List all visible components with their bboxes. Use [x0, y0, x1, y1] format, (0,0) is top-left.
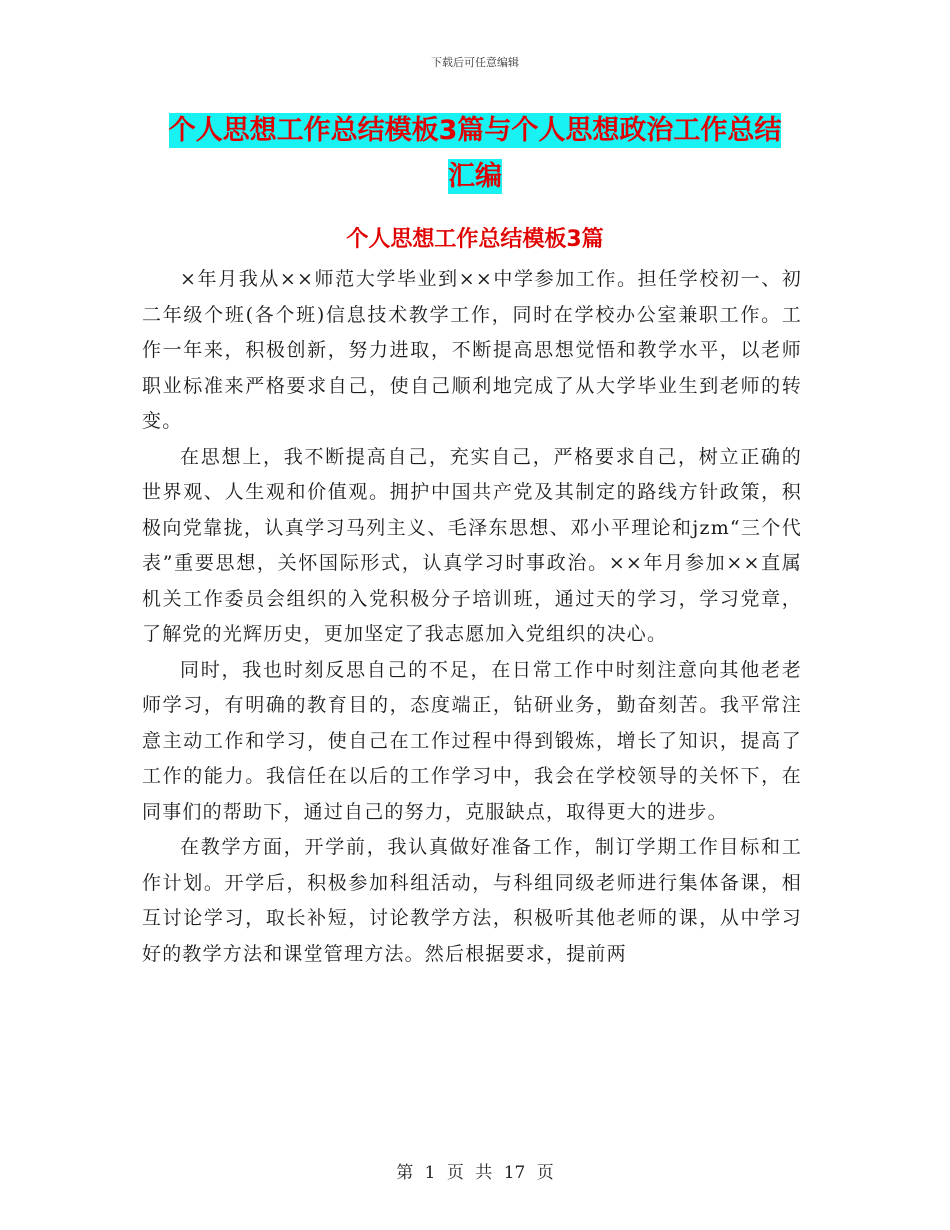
paragraph: 在教学方面，开学前，我认真做好准备工作，制订学期工作目标和工作计划。开学后，积极参加科组活动，与科组同级老师进行集体备课，相互讨论学习，取长补短，讨论教学方法，积极听其他老师的课，从中学习好的教学方法和课堂管理方法。然后根据要求，提前两 — [142, 836, 802, 965]
paragraph: ×年月我从××师范大学毕业到××中学参加工作。担任学校初一、初二年级个班(各个班)信息技术教学工作，同时在学校办公室兼职工作。工作一年来，积极创新，努力进取，不断提高思想觉悟和教学水平，以老师职业标准来严格要求自己，使自己顺利地完成了从大学毕业生到老师的转变。 — [142, 268, 802, 432]
section-title: 个人思想工作总结模板3篇 — [346, 227, 604, 252]
paragraph: 同时，我也时刻反思自己的不足，在日常工作中时刻注意向其他老老师学习，有明确的教育目的，态度端正，钻研业务，勤奋刻苦。我平常注意主动工作和学习，使自己在工作过程中得到锻炼，增长了知识，提高了工作的能力。我信任在以后的工作学习中，我会在学校领导的关怀下，在同事们的帮助下，通过自己的努力，克服缺点，取得更大的进步。 — [142, 658, 802, 823]
paragraph: 在思想上，我不断提高自己，充实自己，严格要求自己，树立正确的世界观、人生观和价值观。拥护中国共产党及其制定的路线方针政策，积极向党靠拢，认真学习马列主义、毛泽东思想、邓小平理论和jzm“三个代表”重要思想，关怀国际形式，认真学习时事政治。××年月参加××直属机关工作委员会组织的入党积极分子培训班，通过天的学习，学习党章，了解党的光辉历史，更加坚定了我志愿加入党组织的决心。 — [142, 445, 802, 645]
header-note: 下载后可任意编辑 — [431, 56, 519, 69]
title-line-2: 汇编 — [448, 161, 502, 192]
page-number: 第 1 页 共 17 页 — [396, 1163, 554, 1183]
body-text — [142, 262, 802, 972]
document-title — [140, 108, 810, 200]
title-line-1: 个人思想工作总结模板3篇与个人思想政治工作总结 — [168, 115, 782, 146]
